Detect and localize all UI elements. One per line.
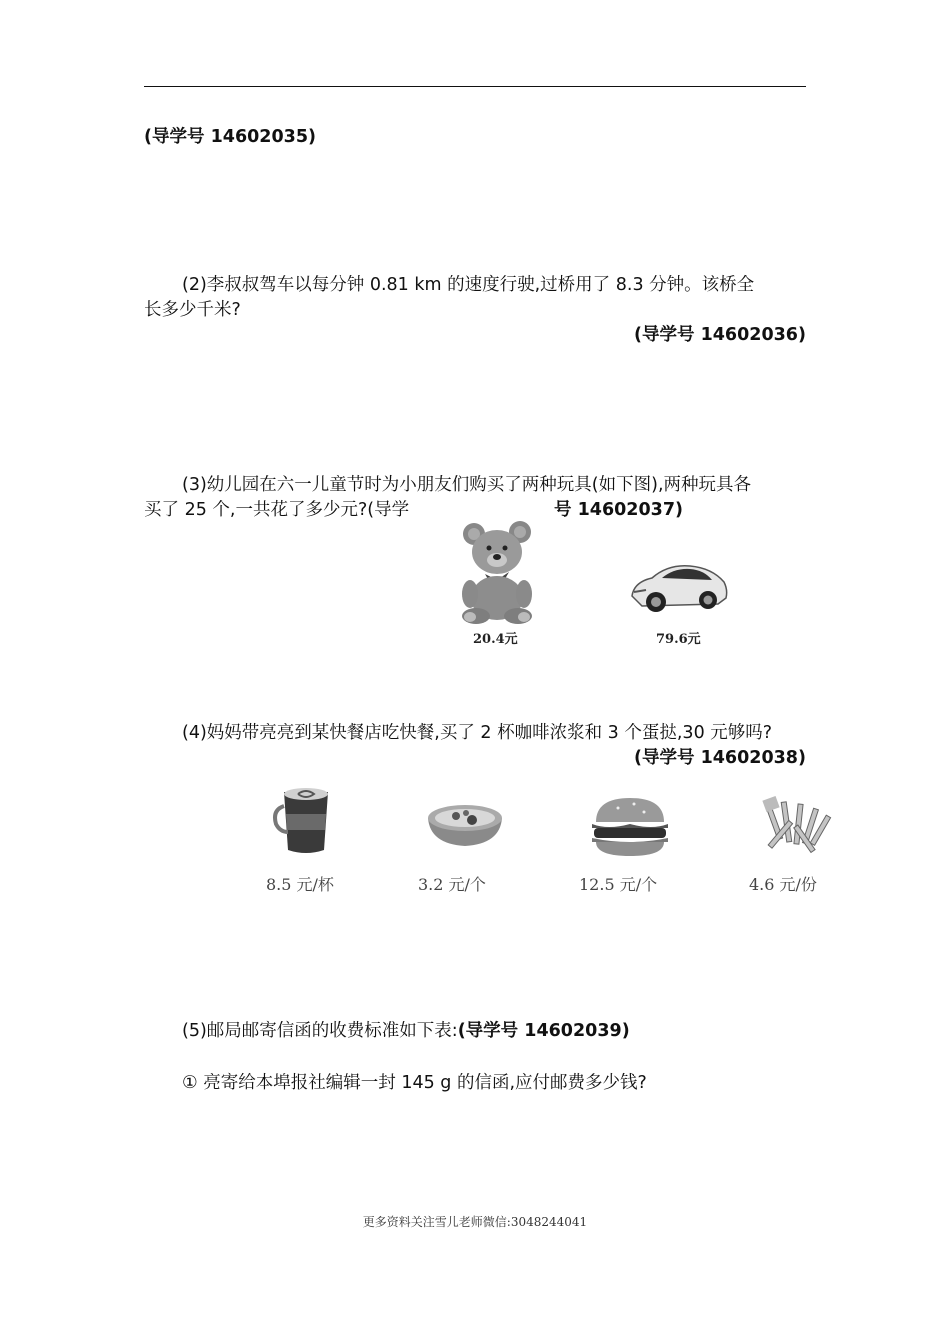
teddy-bear-icon (452, 518, 544, 624)
header-rule (144, 86, 806, 87)
q2-reference: (导学号 14602036) (633, 325, 806, 345)
toy-car-price: 79.6元 (656, 632, 701, 647)
q2-text-line2: 长多少千米? (144, 300, 241, 320)
q2-text-line1: (2)李叔叔驾车以每分钟 0.81 km 的速度行驶,过桥用了 8.3 分钟。该桥全 (182, 275, 755, 295)
egg-tart-price: 3.2 元/个 (418, 875, 486, 894)
q4-reference: (导学号 14602038) (633, 748, 806, 768)
header-reference: (导学号 14602035) (144, 127, 317, 147)
hamburger-icon (588, 794, 672, 858)
french-fries-price: 4.6 元/份 (749, 875, 817, 894)
hamburger-price: 12.5 元/个 (579, 875, 658, 894)
q3-text-line1: (3)幼儿园在六一儿童节时为小朋友们购买了两种玩具(如下图),两种玩具各 (182, 475, 752, 495)
teddy-bear-price: 20.4元 (473, 632, 518, 647)
q3-reference: 号 14602037) (554, 500, 684, 520)
q5-reference: (导学号 14602039) (457, 1021, 630, 1041)
toy-car-icon (628, 556, 730, 616)
page-footer: 更多资料关注雪儿老师微信:3048244041 (362, 1215, 588, 1229)
q5-sub-question-1: ① 亮寄给本埠报社编辑一封 145 g 的信函,应付邮费多少钱? (182, 1073, 647, 1093)
q4-text-line1: (4)妈妈带亮亮到某快餐店吃快餐,买了 2 杯咖啡浓浆和 3 个蛋挞,30 元够吗? (182, 723, 773, 743)
coffee-price: 8.5 元/杯 (266, 875, 334, 894)
coffee-cup-icon (270, 786, 340, 858)
q3-text-line2a: 买了 25 个,一共花了多少元?(导学 (144, 500, 410, 520)
egg-tart-icon (424, 800, 506, 850)
q5-text-line1 (182, 1019, 630, 1043)
q5-question: (5)邮局邮寄信函的收费标准如下表: (182, 1021, 458, 1041)
french-fries-icon (762, 796, 840, 858)
